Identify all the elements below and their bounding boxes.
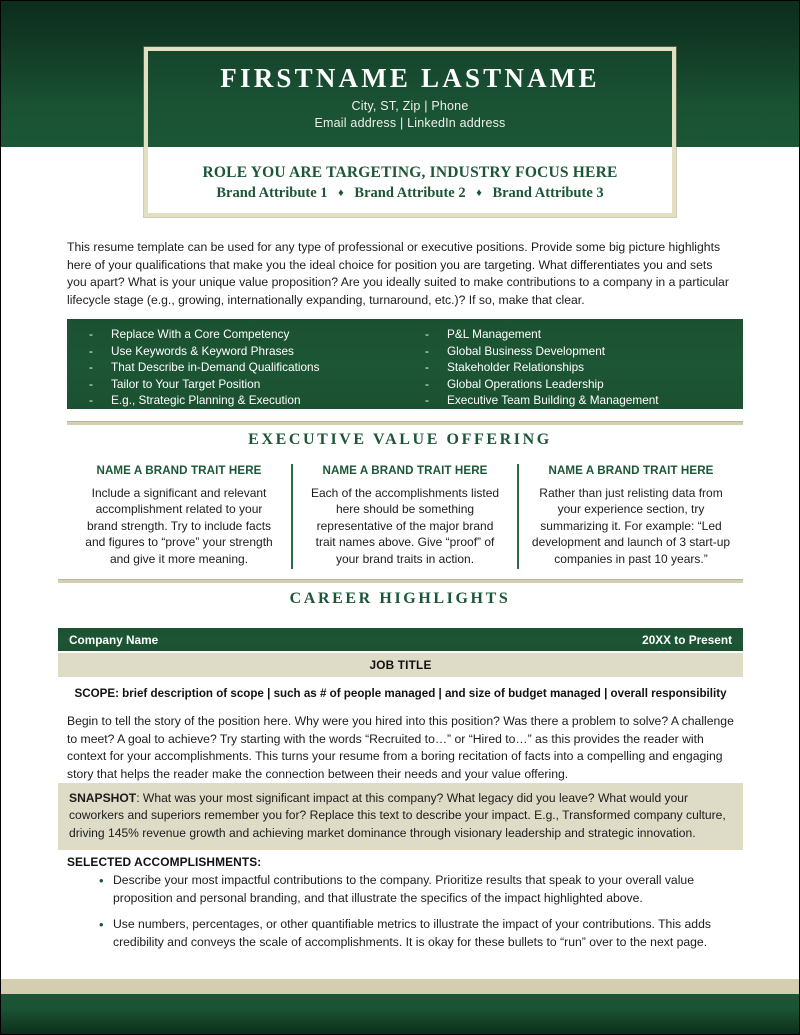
competency-item [89,326,407,343]
section-title-career-highlights: CAREER HIGHLIGHTS [289,590,511,607]
bullet-icon: • [99,873,104,888]
competency-item [425,392,743,409]
competency-label: Global Business Development [447,343,606,358]
brand-trait-heading: NAME A BRAND TRAIT HERE [548,464,714,477]
brand-trait-heading: NAME A BRAND TRAIT HERE [322,464,488,477]
bottom-green-band [1,994,800,1035]
bottom-cream-band [1,979,800,994]
dash-icon: - [425,327,429,341]
header-frame [144,47,676,217]
brand-attribute-1: Brand Attribute 1 [216,185,328,201]
core-competencies-box [67,319,743,409]
competency-label: P&L Management [447,327,541,341]
competency-item [89,376,407,393]
accomplishments-list [67,872,735,960]
competency-column-left [67,326,407,409]
brand-trait-column-1 [67,464,291,569]
contact-line-location-phone: City, ST, Zip | Phone [351,99,469,113]
dash-icon: - [425,343,429,358]
dash-icon: - [89,393,93,408]
accomplishment-text: Describe your most impactful contributions to the company. Prioritize results that speak to your overall value proposition and personal branding, and that illustrate the specifics of the impact highlighted above. [113,873,694,905]
dash-icon: - [425,376,429,391]
section-title-executive-value-offering: EXECUTIVE VALUE OFFERING [248,431,552,448]
competency-item [425,376,743,393]
divider-career-highlights [58,579,743,583]
brand-attribute-3: Brand Attribute 3 [492,185,604,201]
scope-line: SCOPE: brief description of scope | such as # of people managed | and size of budget managed | overall responsibility [74,687,727,700]
list-item [67,872,735,907]
position-story-paragraph: Begin to tell the story of the position here. Why were you hired into this position? Was there a problem to solve? A challenge to meet? A goal to achieve? Try starting with the words “Recruited to…” or “Hired to…” as this provides the reader with context for your accomplishments. This turns your resume from a boring recitation of facts into a compelling and engaging story that helps the reader make the connection between their needs and your value offering. [67,714,734,781]
contact-line-email-linkedin: Email address | LinkedIn address [314,116,506,130]
diamond-separator-icon: ♦ [476,187,482,199]
dash-icon: - [425,393,429,408]
dash-icon: - [89,327,93,341]
list-item [67,916,735,951]
selected-accomplishments-heading: SELECTED ACCOMPLISHMENTS: [67,855,262,869]
competency-label: Tailor to Your Target Position [111,376,261,391]
snapshot-text: : What was your most significant impact at this company? What legacy did you leave? What would your coworkers and superiors remember you for? Replace this text to describe your impact. E.g., Transformed company culture, driving 145% revenue growth and achieving market dominance through visionary leadership and strategic innovation. [69,791,726,840]
dash-icon: - [89,360,93,375]
competency-label: Executive Team Building & Management [447,393,659,408]
employment-dates: 20XX to Present [642,632,732,647]
brand-trait-column-3 [517,464,743,569]
competency-item [425,343,743,360]
brand-attribute-2: Brand Attribute 2 [354,185,466,201]
candidate-name: FIRSTNAME LASTNAME [220,63,600,93]
competency-label: That Describe in-Demand Qualifications [111,360,320,375]
competency-label: Stakeholder Relationships [447,360,585,375]
job-title-bar: JOB TITLE [58,653,743,677]
diamond-separator-icon: ♦ [338,187,344,199]
divider-executive-value [67,421,743,425]
competency-label: Replace With a Core Competency [111,327,290,341]
competency-item [425,326,743,343]
snapshot-label: SNAPSHOT [69,791,137,805]
competency-label: Use Keywords & Keyword Phrases [111,343,294,358]
dash-icon: - [89,376,93,391]
competency-item [89,343,407,360]
competency-column-right [407,326,743,409]
brand-attributes-line [148,185,672,202]
brand-trait-body: Include a significant and relevant accomplishment related to your brand strength. Try to include facts and figures to “prove” your strength and give it more meaning. [85,486,273,566]
dash-icon: - [425,360,429,375]
company-name: Company Name [69,632,159,647]
brand-trait-heading: NAME A BRAND TRAIT HERE [96,464,262,477]
brand-trait-body: Each of the accomplishments listed here should be something representative of the major brand trait names above. Give “proof” of your brand traits in action. [310,486,500,566]
competency-item [89,392,407,409]
company-header-bar [58,628,743,651]
brand-trait-column-2 [291,464,517,569]
competency-label: E.g., Strategic Planning & Execution [111,393,301,408]
executive-value-columns [67,464,743,569]
bullet-icon: • [99,917,104,933]
snapshot-box [58,783,743,850]
competency-item [425,359,743,376]
accomplishment-text: Use numbers, percentages, or other quantifiable metrics to illustrate the impact of your contributions. This adds credibility and conveys the scale of accomplishments. It is okay for these bullets to “run” over to the next page. [113,917,711,949]
brand-trait-body: Rather than just relisting data from your experience section, try summarizing it. For example: “Led development and launch of 3 start-up companies in past 10 years.” [531,486,731,566]
summary-paragraph: This resume template can be used for any type of professional or executive positions. Provide some big picture highlights here of your qualifications that make you the ideal choice for position you are targeting. What differentiates you and sets you apart? What is your unique value proposition? Are you ideally suited to make contributions to a company in a particular lifecycle stage (e.g., growing, internationally expanding, turnaround, etc.)? If so, make that clear. [67,240,729,307]
competency-label: Global Operations Leadership [447,376,604,391]
dash-icon: - [89,343,93,358]
target-role-line: ROLE YOU ARE TARGETING, INDUSTRY FOCUS HERE [202,164,618,181]
competency-item [89,359,407,376]
